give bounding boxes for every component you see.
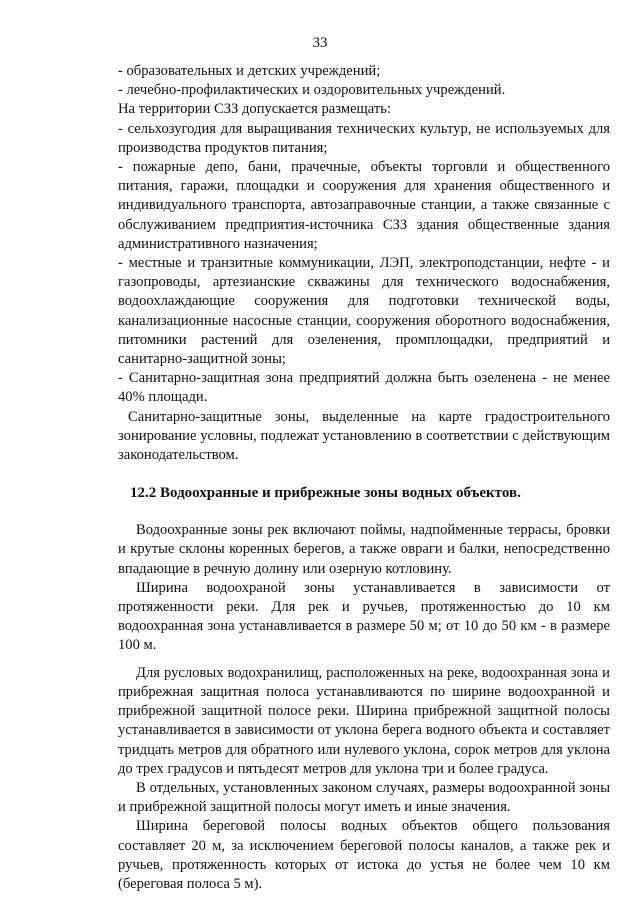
section-heading: 12.2 Водоохранные и прибрежные зоны водных объектов. [130,485,521,502]
paragraph-shoreline-width: Ширина береговой полосы водных объектов общего пользования составляет 20 м, за исключением береговой полосы каналов, а также рек и ручьев, протяженность которых от истока до устья не более чем 10 км (береговая полоса 5 м). [118,818,610,892]
paragraph-szz-conditional: Санитарно-защитные зоны, выделенные на карте градостроительного зонирование условны, подлежат установлению в соответствии с действующим законодательством. [118,408,610,464]
paragraph-water-protection-zones: Водоохранные зоны рек включают поймы, надпойменные террасы, бровки и крутые склоны коренных берегов, а также овраги и балки, непосредственно впадающие в речную долину или озерную котловину. [118,522,610,577]
list-item-public-facilities: - пожарные депо, бани, прачечные, объекты торговли и общественного питания, гаражи, площадки и сооружения для хранения общественного и индивидуального транспорта, автозаправочные станции, а также связанные с обслуживанием предприятия-источника СЗЗ здания общественные здания административного назначения; [118,159,610,252]
list-item-greening: - Санитарно-защитная зона предприятий должна быть озеленена - не менее 40% площади. [118,370,610,406]
page-number: 33 [312,35,328,51]
paragraph-zone-width: Ширина водоохраной зоны устанавливается в зависимости от протяженности реки. Для рек и ручьев, протяженностью до 10 км водоохранная зона устанавливается в размере 50 м; от 10 до 50 км - в размере 100 м. [118,579,610,654]
list-item-educational: - образовательных и детских учреждений; [118,63,381,79]
list-item-agriculture: - сельхозугодия для выращивания технических культур, не используемых для производства продуктов питания; [118,120,610,156]
list-item-medical: - лечебно-профилактических и оздоровительных учреждений. [118,82,506,99]
paragraph-szz-allowed-intro: На территории СЗЗ допускается размещать: [118,101,391,118]
list-item-communications: - местные и транзитные коммуникации, ЛЭП, электроподстанции, нефте - и газопроводы, артезианские скважины для технического водоснабжения, водоохлаждающие сооружения для подготовки технической воды, канализационные насосные станции, сооружения оборотного водоснабжения, питомники растений для озеленения, промплощадки, предприятий и санитарно-защитной зоны; [118,255,610,368]
paragraph-special-cases: В отдельных, установленных законом случаях, размеры водоохранной зоны и прибрежной защитной полосы могут иметь и иные значения. [118,779,610,816]
document-body [118,62,610,894]
paragraph-reservoirs: Для русловых водохранилищ, расположенных на реке, водоохранная зона и прибрежная защитная полоса устанавливаются по ширине водоохранной и прибрежной защитной полосе реки. Ширина прибрежной защитной полосы устанавливается в зависимости от уклона берега водного объекта и составляет тридцать метров для обратного или нулевого уклона, сорок метров для уклона до трех градусов и пятьдесят метров для уклона три и более градуса. [118,664,610,777]
